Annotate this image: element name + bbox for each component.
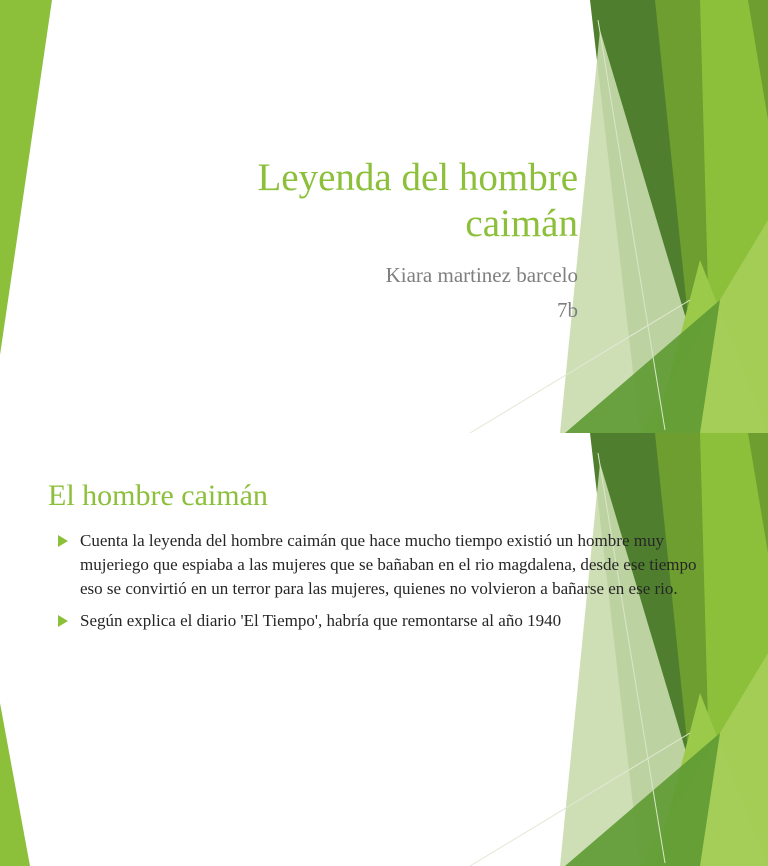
author-name: Kiara martinez barcelo (385, 263, 578, 287)
slide-title (150, 155, 578, 247)
bullet-item (58, 609, 708, 633)
grade-label: 7b (557, 298, 578, 322)
slide-heading: El hombre caimán (48, 479, 268, 512)
bullet-item (58, 529, 708, 601)
bullet-arrow-icon (58, 615, 68, 627)
bullet-arrow-icon (58, 535, 68, 547)
bullet-text: Cuenta la leyenda del hombre caimán que hace mucho tiempo existió un hombre muy mujeriego que espiaba a las mujeres que se bañaban en el rio magdalena, desde ese tiempo eso se convirtió en un terror para las mujeres, quienes no volvieron a bañarse en ese rio. (80, 531, 697, 598)
bullet-list (58, 529, 708, 641)
slide-title-line-1: Leyenda del hombre (257, 156, 578, 199)
slide-2 (0, 433, 768, 866)
bullet-text: Según explica el diario 'El Tiempo', habría que remontarse al año 1940 (80, 611, 562, 630)
slide-title-line-2: caimán (465, 202, 578, 245)
